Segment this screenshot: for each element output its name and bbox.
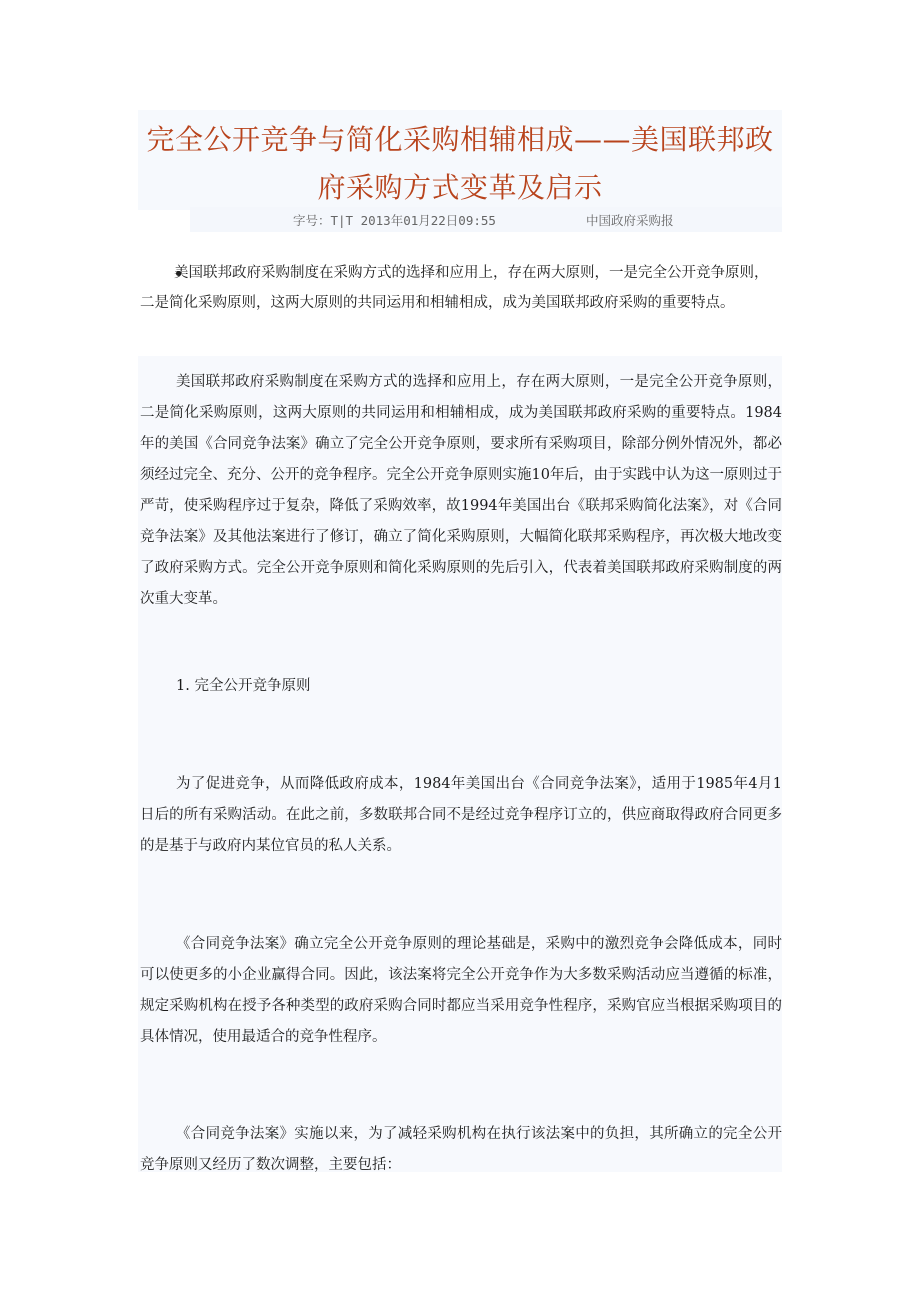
- paragraph-1: 美国联邦政府采购制度在采购方式的选择和应用上，存在两大原则，一是完全公开竞争原则，二是简化采购原则，这两大原则的共同运用和相辅相成，成为美国联邦政府采购的重要特点。1984年的美国《合同竞争法案》确立了完全公开竞争原则，要求所有采购项目，除部分例外情况外，都必须经过完全、充分、公开的竞争程序。完全公开竞争原则实施10年后，由于实践中认为这一原则过于严苛，使采购程序过于复杂，降低了采购效率，故1994年美国出台《联邦采购简化法案》，对《合同竞争法案》及其他法案进行了修订，确立了简化采购原则，大幅简化联邦采购程序，再次极大地改变了政府采购方式。完全公开竞争原则和简化采购原则的先后引入，代表着美国联邦政府采购制度的两次重大变革。: [140, 374, 782, 607]
- paragraph-4: 《合同竞争法案》实施以来，为了减轻采购机构在执行该法案中的负担，其所确立的完全公开竞争原则又经历了数次调整，主要包括：: [140, 1126, 782, 1173]
- article-source: 中国政府采购报: [586, 213, 674, 228]
- article-title: 完全公开竞争与简化采购相辅相成——美国联邦政府采购方式变革及启示: [146, 123, 774, 204]
- paragraph-2: 为了促进竞争，从而降低政府成本，1984年美国出台《合同竞争法案》，适用于1985年4月1日后的所有采购活动。在此之前，多数联邦合同不是经过竞争程序订立的，供应商取得政府合同更多的是基于与政府内某位官员的私人关系。: [140, 776, 782, 854]
- article-summary: 美国联邦政府采购制度在采购方式的选择和应用上，存在两大原则，一是完全公开竞争原则，二是简化采购原则，这两大原则的共同运用和相辅相成，成为美国联邦政府采购的重要特点。: [140, 265, 769, 311]
- paragraph-3: 《合同竞争法案》确立完全公开竞争原则的理论基础是，采购中的激烈竞争会降低成本，同时可以使更多的小企业赢得合同。因此，该法案将完全公开竞争作为大多数采购活动应当遵循的标准，规定采购机构在授予各种类型的政府采购合同时都应当采用竞争性程序，采购官应当根据采购项目的具体情况，使用最适合的竞争性程序。: [140, 936, 782, 1045]
- section-heading-1: 1. 完全公开竞争原则: [176, 678, 311, 694]
- article-date: 字号：T|T 2013年01月22日09:55: [293, 213, 496, 228]
